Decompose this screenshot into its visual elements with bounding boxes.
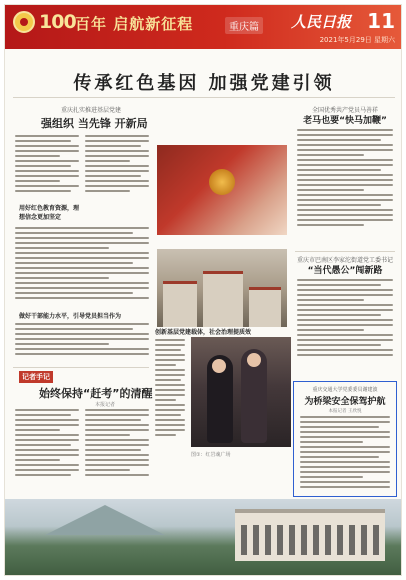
highlighted-story-box	[293, 381, 397, 497]
page-number: 11	[367, 9, 395, 33]
right-story-2-headline: “当代愚公”闯新路	[307, 266, 383, 276]
commentary-divider	[13, 367, 149, 368]
commentary-byline: 本报记者	[95, 402, 116, 408]
page-headline: 传承红色基因 加强党建引领	[73, 73, 335, 94]
left-subhead-2: 创新基层党建载体，社会治理提质效	[155, 329, 252, 336]
right-story-kicker: 全国优秀共产党员马善祥	[311, 107, 378, 114]
boxed-story-byline: 本报记者 王欣悦	[328, 409, 362, 414]
right-story-2-kicker: 重庆市巴南区李家沱街道党工委书记	[297, 257, 394, 264]
commentary-column-1-text	[15, 409, 79, 493]
left-column-3-text	[15, 227, 149, 309]
left-story-kicker: 重庆扎实推进基层党建	[61, 107, 122, 114]
left-subhead-3: 做好干部能力水平，引导党员担当作为	[19, 313, 122, 320]
left-column-2-text	[85, 135, 149, 199]
red-ceremony-photo	[157, 145, 287, 235]
boxed-story-text	[300, 416, 390, 492]
street-scene-photo	[157, 249, 287, 327]
commentary-tag: 记者手记	[19, 371, 53, 383]
left-column-4-text	[15, 323, 149, 363]
photo-caption: 图①：红岩魂广场	[191, 452, 231, 458]
memorial-hall-photo	[5, 499, 402, 576]
left-subhead-1: 用好红色教育资源，理想信念更加坚定	[19, 205, 80, 221]
commentary-column-2-text	[85, 409, 149, 493]
headline-divider	[13, 97, 395, 98]
boxed-story-kicker: 重庆交通大学党委委员谢建波	[312, 387, 378, 393]
right-column-2-text	[297, 279, 393, 375]
issue-date: 2021年5月29日 星期六	[319, 36, 395, 44]
commentary-headline: 始终保持“赶考”的清醒	[39, 387, 153, 400]
left-story-headline: 强组织 当先锋 开新局	[41, 117, 148, 130]
edition-label: 重庆篇	[225, 17, 263, 34]
boxed-story-headline: 为桥梁安全保驾护航	[304, 397, 386, 407]
centenary-number: 100	[39, 11, 76, 33]
students-photo	[191, 337, 291, 447]
page-banner	[5, 5, 402, 49]
masthead: 人民日报	[290, 13, 351, 31]
center-column-text	[155, 339, 185, 457]
right-story-headline: 老马也要“快马加鞭”	[303, 116, 387, 126]
right-divider	[295, 251, 395, 252]
left-column-1-text	[15, 135, 79, 199]
banner-slogan: 百年 启航新征程	[75, 15, 194, 33]
newspaper-page	[4, 4, 402, 576]
right-column-1-text	[297, 129, 393, 249]
party-emblem-icon	[13, 11, 35, 33]
